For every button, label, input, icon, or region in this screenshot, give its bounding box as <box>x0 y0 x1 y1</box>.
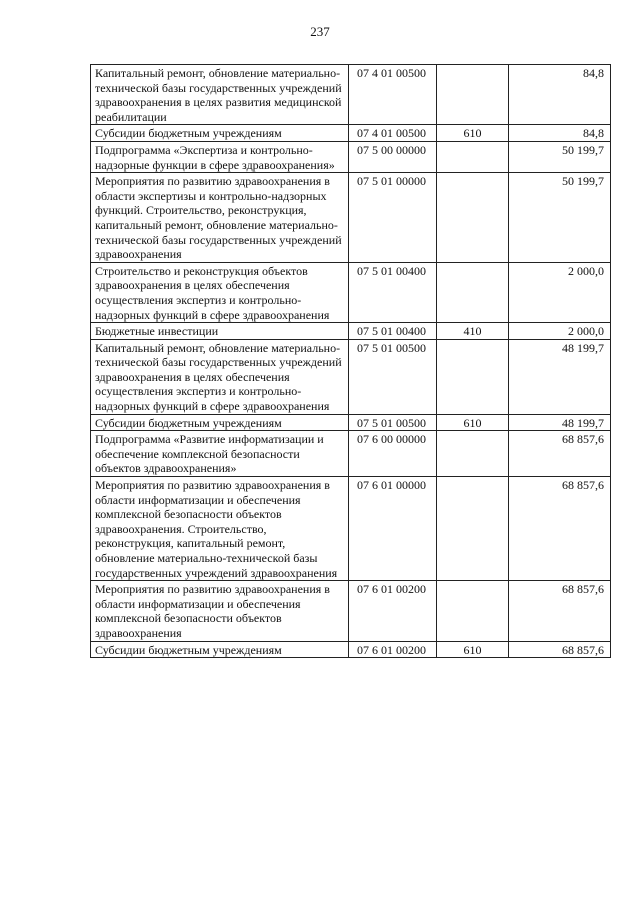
table-row <box>91 414 611 431</box>
row-code: 07 6 00 00000 <box>349 431 437 477</box>
budget-table <box>90 64 611 658</box>
row-name: Мероприятия по развитию здравоохранения в области информатизации и обеспечения комплексной безопасности объектов здравоохранения. Строительство, реконструкция, капитальный ремонт, обновление материально-технической базы государственных учреждений здравоохранения <box>91 477 349 581</box>
row-code: 07 5 00 00000 <box>349 141 437 172</box>
row-sum: 68 857,6 <box>509 477 611 581</box>
row-sum: 84,8 <box>509 65 611 125</box>
row-sum: 68 857,6 <box>509 641 611 658</box>
row-code: 07 4 01 00500 <box>349 65 437 125</box>
row-name: Капитальный ремонт, обновление материально-технической базы государственных учреждений здравоохранения в целях обеспечения осуществления экспертиз и контрольно-надзорных функций в сфере здравоохранения <box>91 339 349 414</box>
row-name: Мероприятия по развитию здравоохранения в области экспертизы и контрольно-надзорных функций. Строительство, реконструкция, капитальный ремонт, обновление материально-технической базы государственных учреждений здравоохранения <box>91 173 349 263</box>
row-code: 07 6 01 00200 <box>349 581 437 641</box>
row-type <box>437 262 509 322</box>
table-row <box>91 141 611 172</box>
row-sum: 2 000,0 <box>509 262 611 322</box>
row-type: 610 <box>437 641 509 658</box>
row-sum: 48 199,7 <box>509 339 611 414</box>
table-row <box>91 173 611 263</box>
table-row <box>91 641 611 658</box>
row-name: Подпрограмма «Развитие информатизации и обеспечение комплексной безопасности объектов здравоохранения» <box>91 431 349 477</box>
row-type <box>437 431 509 477</box>
row-name: Строительство и реконструкция объектов здравоохранения в целях обеспечения осуществления экспертиз и контрольно-надзорных функций в сфере здравоохранения <box>91 262 349 322</box>
table-row <box>91 477 611 581</box>
table-row <box>91 262 611 322</box>
row-code: 07 6 01 00200 <box>349 641 437 658</box>
row-name: Мероприятия по развитию здравоохранения в области информатизации и обеспечения комплексной безопасности объектов здравоохранения <box>91 581 349 641</box>
table-row <box>91 125 611 142</box>
row-name: Капитальный ремонт, обновление материально-технической базы государственных учреждений здравоохранения в целях развития медицинской реабилитации <box>91 65 349 125</box>
row-name: Подпрограмма «Экспертиза и контрольно-надзорные функции в сфере здравоохранения» <box>91 141 349 172</box>
row-sum: 50 199,7 <box>509 141 611 172</box>
page-number: 237 <box>310 24 330 39</box>
row-type <box>437 141 509 172</box>
row-sum: 68 857,6 <box>509 581 611 641</box>
row-sum: 68 857,6 <box>509 431 611 477</box>
row-name: Субсидии бюджетным учреждениям <box>91 414 349 431</box>
row-sum: 48 199,7 <box>509 414 611 431</box>
row-code: 07 4 01 00500 <box>349 125 437 142</box>
row-sum: 84,8 <box>509 125 611 142</box>
row-code: 07 5 01 00400 <box>349 262 437 322</box>
row-type <box>437 173 509 263</box>
table-row <box>91 431 611 477</box>
row-code: 07 5 01 00000 <box>349 173 437 263</box>
row-name: Субсидии бюджетным учреждениям <box>91 125 349 142</box>
row-type <box>437 477 509 581</box>
row-code: 07 5 01 00500 <box>349 414 437 431</box>
row-name: Бюджетные инвестиции <box>91 323 349 340</box>
row-type: 610 <box>437 414 509 431</box>
row-type <box>437 65 509 125</box>
row-code: 07 5 01 00400 <box>349 323 437 340</box>
table-row <box>91 339 611 414</box>
table-row <box>91 323 611 340</box>
row-sum: 50 199,7 <box>509 173 611 263</box>
row-code: 07 6 01 00000 <box>349 477 437 581</box>
row-type <box>437 581 509 641</box>
row-type <box>437 339 509 414</box>
table-row <box>91 581 611 641</box>
row-name: Субсидии бюджетным учреждениям <box>91 641 349 658</box>
row-sum: 2 000,0 <box>509 323 611 340</box>
row-type: 410 <box>437 323 509 340</box>
row-code: 07 5 01 00500 <box>349 339 437 414</box>
row-type: 610 <box>437 125 509 142</box>
table-row <box>91 65 611 125</box>
